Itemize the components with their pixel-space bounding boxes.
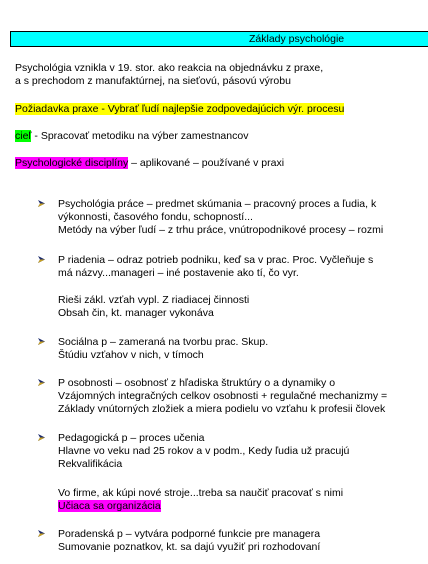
arrow-bullet-icon (37, 378, 46, 387)
disciplines-label: Psychologické disciplíny (15, 157, 129, 169)
learning-organization-highlight: Učiaca sa organizácia (58, 500, 161, 512)
arrow-bullet-icon (37, 337, 46, 346)
list-item-extra (58, 487, 343, 513)
list-item-line: Rekvalifikácia (58, 458, 123, 470)
list-item-line: Poradenská p – vytvára podporné funkcie pre managera (58, 528, 321, 540)
list-item (58, 254, 373, 280)
requirement-highlight: Požiadavka praxe - Vybrať ľudí najlepšie zodpovedajúcich výr. procesu (15, 103, 345, 115)
page-title: Základy psychológie (249, 33, 345, 45)
arrow-bullet-icon (37, 433, 46, 442)
list-item (58, 198, 383, 237)
intro-paragraph (15, 62, 323, 88)
list-item-line: Metódy na výber ľudí – z trhu práce, vnútropodnikové procesy – rozmi (58, 224, 384, 236)
goal-text: - Spracovať metodiku na výber zamestnancov (31, 130, 249, 142)
list-item-line: P osobnosti – osobnosť z hľadiska štruktúry o a dynamiky o (58, 377, 336, 389)
disciplines-line (15, 157, 284, 170)
requirement-line (15, 103, 344, 116)
list-item-line: Obsah čin, kt. manager vykonáva (58, 307, 214, 319)
goal-line (15, 130, 248, 143)
list-item-highlight-line (58, 500, 343, 513)
arrow-bullet-icon (37, 199, 46, 208)
list-item-line: výkonnosti, časového fondu, schopností... (58, 211, 253, 223)
list-item-line: Hlavne vo veku nad 25 rokov a v podm., Kedy ľudia už pracujú (58, 445, 350, 457)
arrow-bullet-icon (37, 255, 46, 264)
list-item-line: Rieši zákl. vzťah vypl. Z riadiacej činnosti (58, 294, 250, 306)
list-item-line: Základy vnútorných zložiek a miera podielu vo vzťahu k profesii človek (58, 403, 386, 415)
list-item-line: má názvy...manageri – iné postavenie ako tí, čo vyr. (58, 267, 299, 279)
list-item (58, 336, 268, 362)
list-item (58, 528, 320, 554)
list-item-line: Vo firme, ak kúpi nové stroje...treba sa naučiť pracovať s nimi (58, 487, 344, 499)
list-item-line: Psychológia práce – predmet skúmania – pracovný proces a ľudia, k (58, 198, 377, 210)
list-item-line: Pedagogická p – proces učenia (58, 432, 205, 444)
list-item-line: Sumovanie poznatkov, kt. sa dajú využiť pri rozhodovaní (58, 541, 321, 553)
list-item-line: Štúdiu vzťahov v nich, v tímoch (58, 349, 204, 361)
list-item-extra (58, 294, 249, 320)
intro-line: Psychológia vznikla v 19. stor. ako reakcia na objednávku z praxe, (15, 62, 324, 74)
list-item (58, 432, 349, 471)
title-bar (10, 31, 428, 47)
list-item-line: P riadenia – odraz potrieb podniku, keď sa v prac. Proc. Vyčleňuje s (58, 254, 374, 266)
intro-line: a s prechodom z manufaktúrnej, na sieťovú, pásovú výrobu (15, 75, 291, 87)
goal-label: cieľ (15, 130, 32, 142)
list-item-line: Sociálna p – zameraná na tvorbu prac. Skup. (58, 336, 269, 348)
arrow-bullet-icon (37, 529, 46, 538)
disciplines-text: – aplikované – používané v praxi (128, 157, 285, 169)
list-item (58, 377, 387, 416)
list-item-line: Vzájomných integračných celkov osobnosti + regulačné mechanizmy = (58, 390, 388, 402)
